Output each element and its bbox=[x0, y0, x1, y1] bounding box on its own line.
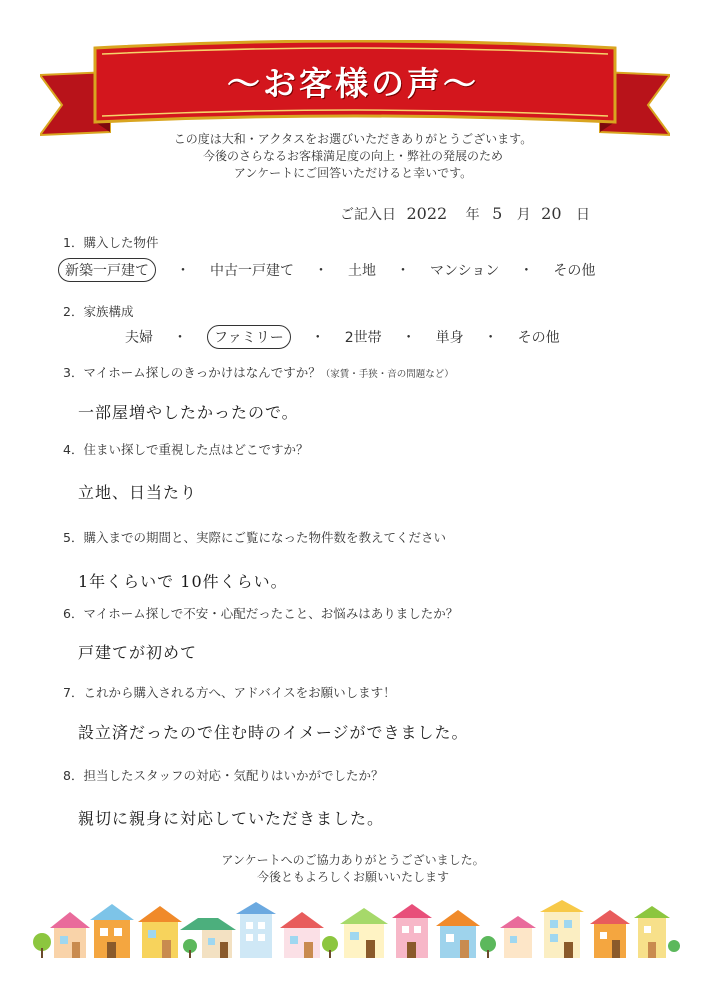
q2-option: 単身 bbox=[435, 330, 464, 346]
q2-option: 2世帯 bbox=[344, 330, 382, 346]
q2-option: その他 bbox=[517, 330, 560, 346]
house-icon bbox=[236, 902, 276, 958]
houses-illustration bbox=[30, 898, 680, 960]
date-year-unit: 年 bbox=[465, 207, 480, 223]
answer-4: 立地、日当たり bbox=[78, 483, 198, 502]
closing-line: アンケートへのご協力ありがとうございました。 bbox=[221, 853, 485, 867]
house-icon bbox=[33, 912, 90, 958]
q1-options: 新築一戸建て ・ 中古一戸建て ・ 土地 ・ マンション ・ その他 bbox=[58, 258, 595, 282]
question-1: 1．購入した物件 bbox=[63, 235, 159, 250]
house-icon bbox=[590, 910, 630, 958]
date-month-unit: 月 bbox=[516, 207, 531, 223]
date-year: 2022 bbox=[406, 204, 448, 223]
intro-line: アンケートにご回答いただけると幸いです。 bbox=[233, 166, 473, 180]
question-6: 6．マイホーム探しで不安・心配だったこと、お悩みはありましたか？ bbox=[63, 606, 459, 621]
date-label: ご記入日 bbox=[340, 207, 396, 223]
closing-line: 今後ともよろしくお願いいたします bbox=[256, 870, 449, 884]
question-2: 2．家族構成 bbox=[63, 304, 134, 319]
answer-6: 戸建てが初めて bbox=[78, 643, 198, 662]
question-5: 5．購入までの期間と、実際にご覧になった物件数を教えてください bbox=[63, 530, 446, 545]
house-icon bbox=[500, 916, 536, 958]
question-7: 7．これから購入される方へ、アドバイスをお願いします！ bbox=[63, 685, 396, 700]
house-icon bbox=[280, 912, 338, 958]
q1-option: 土地 bbox=[348, 263, 376, 279]
house-icon bbox=[340, 908, 388, 958]
question-3-text: 3．マイホーム探しのきっかけはなんですか？ bbox=[63, 365, 321, 380]
answer-5: 1年くらいで 10件くらい。 bbox=[78, 572, 288, 591]
intro-text bbox=[0, 131, 706, 182]
house-icon bbox=[540, 900, 584, 958]
page-title: ～お客様の声～ bbox=[227, 64, 479, 103]
q2-option-selected: ファミリー bbox=[207, 325, 291, 349]
q1-option: その他 bbox=[553, 263, 596, 279]
answer-8: 親切に親身に対応していただきました。 bbox=[78, 809, 385, 828]
q1-option-selected: 新築一戸建て bbox=[58, 258, 156, 282]
q2-options: 夫婦 ・ ファミリー ・ 2世帯 ・ 単身 ・ その他 bbox=[125, 325, 560, 349]
house-icon bbox=[436, 910, 496, 958]
question-8: 8．担当したスタッフの対応・気配りはいかがでしたか？ bbox=[63, 768, 384, 783]
entry-date bbox=[340, 204, 590, 224]
date-day: 20 bbox=[541, 204, 562, 223]
intro-line: この度は大和・アクタスをお選びいただきありがとうございます。 bbox=[173, 132, 533, 146]
house-icon bbox=[138, 906, 197, 958]
date-month: 5 bbox=[492, 204, 503, 223]
q1-option: マンション bbox=[430, 263, 500, 279]
question-4: 4．住まい探しで重視した点はどこですか？ bbox=[63, 442, 309, 457]
date-day-unit: 日 bbox=[575, 207, 590, 223]
question-3-note: （家賃・手狭・音の問題など） bbox=[320, 369, 454, 380]
answer-3: 一部屋増やしたかったので。 bbox=[78, 403, 299, 422]
house-icon bbox=[90, 904, 134, 958]
intro-line: 今後のさらなるお客様満足度の向上・弊社の発展のため bbox=[202, 149, 503, 163]
house-icon bbox=[392, 904, 432, 958]
closing-text bbox=[0, 852, 706, 886]
house-icon bbox=[634, 906, 680, 958]
q2-option: 夫婦 bbox=[125, 330, 153, 346]
answer-7: 設立済だったので住む時のイメージができました。 bbox=[78, 723, 469, 742]
question-3 bbox=[63, 363, 454, 381]
q1-option: 中古一戸建て bbox=[210, 263, 294, 279]
